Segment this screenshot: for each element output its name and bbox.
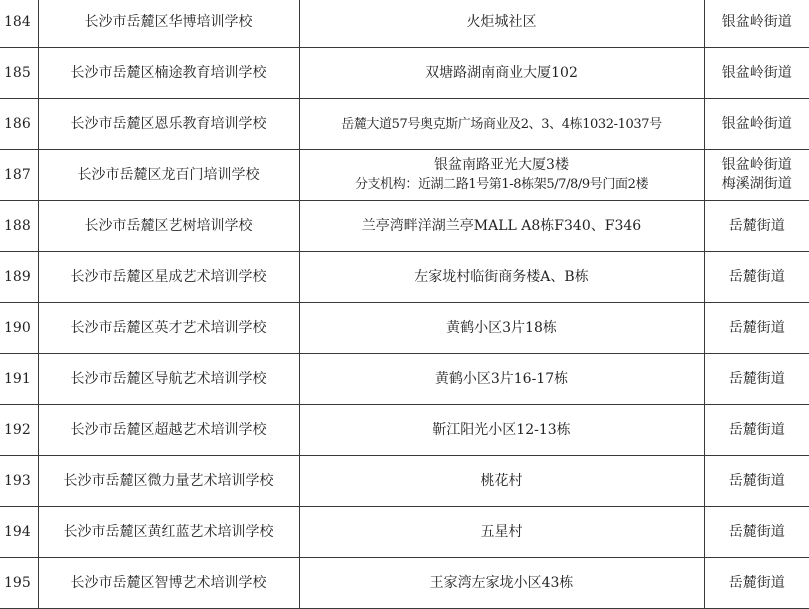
table-row xyxy=(0,0,809,48)
row-number: 189 xyxy=(0,252,38,303)
address-line: 兰亭湾畔洋湖兰亭MALL A8栋F340、F346 xyxy=(361,217,642,234)
row-number: 190 xyxy=(0,303,38,354)
street-office xyxy=(704,48,809,99)
address-line: 黄鹤小区3片18栋 xyxy=(446,319,557,336)
street-line: 岳麓街道 xyxy=(728,574,785,591)
address-line: 桃花村 xyxy=(480,472,523,489)
branch-address-line: 分支机构：近湖二路1号第1-8栋架5/7/8/9号门面2楼 xyxy=(354,177,649,192)
street-line: 岳麓街道 xyxy=(728,472,785,489)
row-number: 188 xyxy=(0,201,38,252)
school-address xyxy=(299,150,704,201)
address-line: 王家湾左家垅小区43栋 xyxy=(429,574,574,591)
row-number: 191 xyxy=(0,354,38,405)
school-name: 长沙市岳麓区英才艺术培训学校 xyxy=(38,303,299,354)
table-row xyxy=(0,354,809,405)
address-line: 五星村 xyxy=(480,523,523,540)
street-office xyxy=(704,507,809,558)
school-address xyxy=(299,507,704,558)
school-name: 长沙市岳麓区恩乐教育培训学校 xyxy=(38,99,299,150)
row-number: 195 xyxy=(0,558,38,609)
street-office xyxy=(704,0,809,48)
row-number: 186 xyxy=(0,99,38,150)
school-name: 长沙市岳麓区楠途教育培训学校 xyxy=(38,48,299,99)
school-name: 长沙市岳麓区微力量艺术培训学校 xyxy=(38,456,299,507)
street-office xyxy=(704,99,809,150)
school-name: 长沙市岳麓区导航艺术培训学校 xyxy=(38,354,299,405)
school-address xyxy=(299,303,704,354)
school-address xyxy=(299,201,704,252)
row-number: 194 xyxy=(0,507,38,558)
row-number: 184 xyxy=(0,0,38,48)
street-office xyxy=(704,405,809,456)
school-address xyxy=(299,0,704,48)
school-name: 长沙市岳麓区华博培训学校 xyxy=(38,0,299,48)
street-line: 银盆岭街道 xyxy=(721,13,792,30)
school-name: 长沙市岳麓区龙百门培训学校 xyxy=(38,150,299,201)
street-line: 银盆岭街道 xyxy=(721,157,792,173)
school-name: 长沙市岳麓区星成艺术培训学校 xyxy=(38,252,299,303)
table-row xyxy=(0,201,809,252)
address-line: 左家垅村临街商务楼A、B栋 xyxy=(414,268,589,285)
table-row xyxy=(0,507,809,558)
school-address xyxy=(299,99,704,150)
table-row xyxy=(0,150,809,201)
street-line: 岳麓街道 xyxy=(728,523,785,540)
street-line: 岳麓街道 xyxy=(728,268,785,285)
street-line: 岳麓街道 xyxy=(728,319,785,336)
street-office xyxy=(704,558,809,609)
street-line: 岳麓街道 xyxy=(728,421,785,438)
school-name: 长沙市岳麓区智博艺术培训学校 xyxy=(38,558,299,609)
school-address xyxy=(299,405,704,456)
table-row xyxy=(0,303,809,354)
table-row xyxy=(0,252,809,303)
address-line: 银盆南路亚光大厦3楼 xyxy=(434,157,569,173)
school-name: 长沙市岳麓区黄红蓝艺术培训学校 xyxy=(38,507,299,558)
row-number: 185 xyxy=(0,48,38,99)
address-line: 靳江阳光小区12-13栋 xyxy=(432,421,571,438)
table-row xyxy=(0,99,809,150)
school-address xyxy=(299,456,704,507)
street-office xyxy=(704,252,809,303)
street-office xyxy=(704,303,809,354)
address-line: 火炬城社区 xyxy=(466,13,537,30)
street-line: 银盆岭街道 xyxy=(721,115,792,132)
school-address xyxy=(299,558,704,609)
table-row xyxy=(0,558,809,609)
school-name: 长沙市岳麓区艺树培训学校 xyxy=(38,201,299,252)
street-office xyxy=(704,456,809,507)
school-name: 长沙市岳麓区超越艺术培训学校 xyxy=(38,405,299,456)
street-office xyxy=(704,150,809,201)
street-office xyxy=(704,201,809,252)
address-line: 黄鹤小区3片16-17栋 xyxy=(434,370,569,387)
branch-street-line: 梅溪湖街道 xyxy=(721,176,792,192)
address-line: 岳麓大道57号奥克斯广场商业及2、3、4栋1032-1037号 xyxy=(341,116,662,132)
row-number: 187 xyxy=(0,150,38,201)
table-row xyxy=(0,405,809,456)
row-number: 193 xyxy=(0,456,38,507)
school-address xyxy=(299,48,704,99)
street-line: 岳麓街道 xyxy=(728,370,785,387)
school-address xyxy=(299,354,704,405)
school-address xyxy=(299,252,704,303)
row-number: 192 xyxy=(0,405,38,456)
street-office xyxy=(704,354,809,405)
street-line: 银盆岭街道 xyxy=(721,64,792,81)
street-line: 岳麓街道 xyxy=(728,217,785,234)
address-line: 双塘路湖南商业大厦102 xyxy=(425,64,578,81)
table-row xyxy=(0,48,809,99)
table-row xyxy=(0,456,809,507)
